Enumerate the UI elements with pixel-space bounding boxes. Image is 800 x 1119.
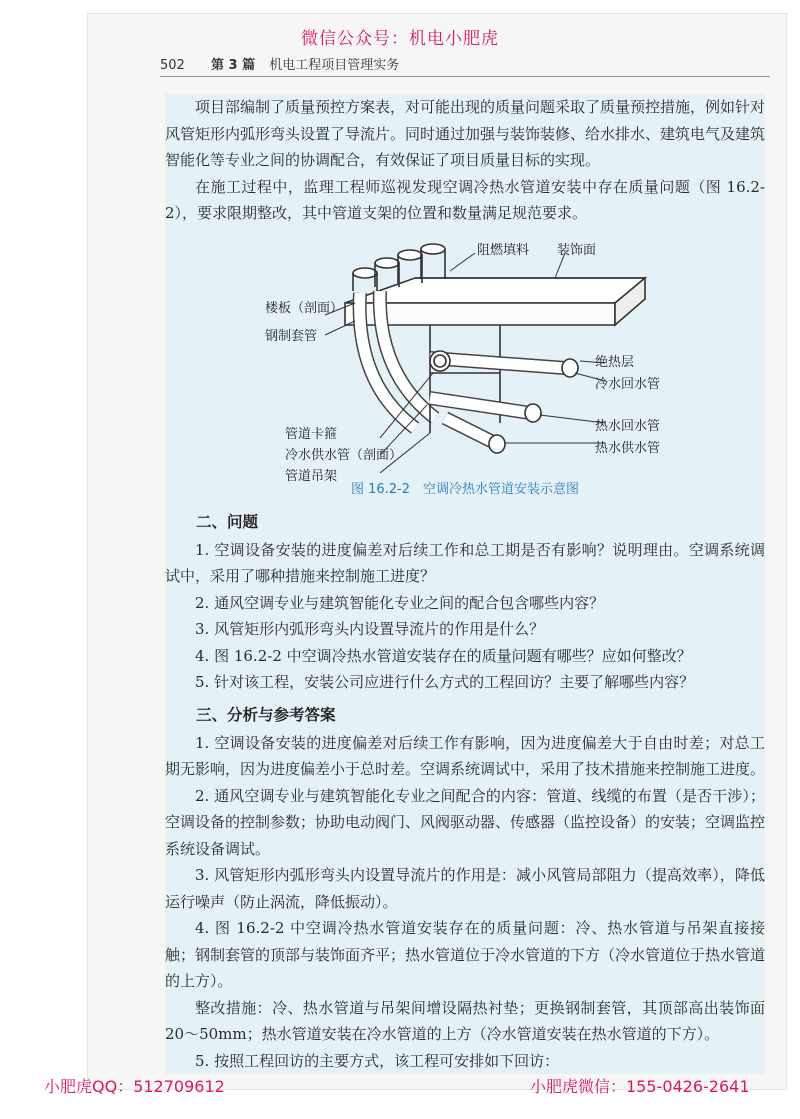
pipe-installation-figure: [165, 233, 765, 503]
questions-heading: 二、问题: [196, 512, 259, 531]
label-cold-return: 冷水回水管: [595, 376, 661, 392]
question-item: 2. 通风空调专业与建筑智能化专业之间的配合包含哪些内容？: [195, 593, 605, 612]
pipe-diagram: [165, 233, 765, 473]
watermark-qq: 小肥虎QQ：512709612: [44, 1077, 225, 1096]
running-header: [160, 54, 770, 77]
label-floor-slab: 楼板（剖面）: [265, 300, 344, 316]
answer-item: 1. 空调设备安装的进度偏差对后续工作有影响，因为进度偏差大于自由时差；对总工期无影响，因为进度偏差小于总时差。空调系统调试中，采用了技术措施来控制施工进度。: [165, 733, 766, 778]
answer-item: 3. 风管矩形内弧形弯头内设置导流片的作用是：减小风管局部阻力（提高效率），降低运行噪声（防止涡流，降低振动）。: [165, 866, 765, 911]
answer-item: 2. 通风空调专业与建筑智能化专业之间配合的内容：管道、线缆的布置（是否干涉）；空调设备的控制参数；协助电动阀门、风阀驱动器、传感器（监控设备）的安装；空调监控系统设备调试。: [165, 786, 766, 858]
part-label: 第 3 篇: [210, 58, 256, 73]
answer-item: 5. 按照工程回访的主要方式，该工程可安排如下回访：: [195, 1051, 560, 1070]
watermark-wechat: 小肥虎微信：155-0426-2641: [530, 1077, 750, 1096]
paragraph: 在施工过程中，监理工程师巡视发现空调冷热水管道安装中存在质量问题（图 16.2-2），要求限期整改，其中管道支架的位置和数量满足规范要求。: [165, 177, 765, 222]
paragraph: 项目部编制了质量预控方案表，对可能出现的质量问题采取了质量预控措施，例如针对风管矩形内弧形弯头设置了导流片。同时通过加强与装饰装修、给水排水、建筑电气及建筑智能化等专业之间的协调配合，有效保证了项目质量目标的实现。: [165, 98, 766, 169]
label-cold-supply: 冷水供水管（剖面）: [285, 447, 403, 463]
question-item: 1. 空调设备安装的进度偏差对后续工作和总工期是否有影响？说明理由。空调系统调试中，采用了哪种措施来控制施工进度？: [165, 540, 765, 585]
answers-heading: 三、分析与参考答案: [196, 705, 336, 724]
label-insulation: 绝热层: [595, 354, 635, 370]
label-hot-supply: 热水供水管: [595, 440, 661, 456]
label-hanger: 管道吊架: [285, 468, 338, 484]
question-item: 5. 针对该工程，安装公司应进行什么方式的工程回访？主要了解哪些内容？: [195, 673, 695, 691]
content-area: [165, 94, 765, 1074]
label-pipe-clamp: 管道卡箍: [285, 426, 338, 442]
label-fire-filler: 阻燃填料: [477, 242, 530, 258]
label-hot-return: 热水回水管: [595, 418, 661, 434]
page-number: 502: [160, 58, 185, 73]
watermark-top: 微信公众号：机电小肥虎: [301, 29, 499, 49]
label-finish-surface: 装饰面: [557, 242, 597, 258]
answer-item: 4. 图 16.2-2 中空调冷热水管道安装存在的质量问题：冷、热水管道与吊架直接接触；钢制套管的顶部与装饰面齐平；热水管道位于冷水管道的下方（冷水管道位于热水管道的上方）。: [165, 919, 766, 990]
label-steel-sleeve: 钢制套管: [265, 328, 318, 344]
figure-caption: 图 16.2-2 空调冷热水管道安装示意图: [350, 481, 580, 497]
chapter-title: 机电工程项目管理实务: [269, 58, 400, 73]
answer-item: 整改措施：冷、热水管道与吊架间增设隔热衬垫；更换钢制套管，其顶部高出装饰面 20～50mm；热水管道安装在冷水管道的上方（冷水管道安装在热水管道的下方）。: [165, 998, 765, 1043]
question-item: 4. 图 16.2-2 中空调冷热水管道安装存在的质量问题有哪些？应如何整改？: [195, 646, 692, 665]
question-item: 3. 风管矩形内弧形弯头内设置导流片的作用是什么？: [195, 620, 545, 638]
